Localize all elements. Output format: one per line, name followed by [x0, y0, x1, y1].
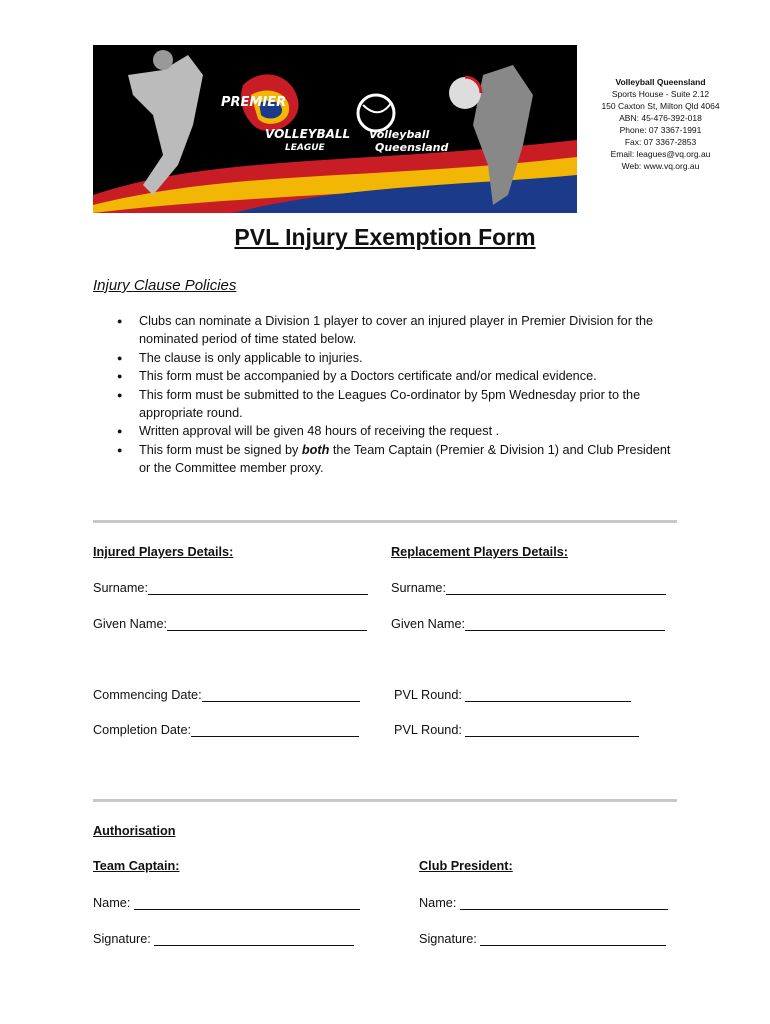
- injured-surname-field[interactable]: Surname:: [93, 580, 368, 595]
- website: Web: www.vq.org.au: [621, 161, 700, 171]
- policies-heading: Injury Clause Policies: [93, 277, 237, 294]
- list-item: ● This form must be signed by both the Team Captain (Premier & Division 1) and Club President or the Committee member proxy.: [139, 441, 683, 478]
- divider: [93, 520, 677, 523]
- captain-signature-field[interactable]: Signature:: [93, 931, 354, 946]
- injured-heading: Injured Players Details:: [93, 545, 234, 559]
- replacement-surname-field[interactable]: Surname:: [391, 580, 666, 595]
- list-item: ● This form must be accompanied by a Doctors certificate and/or medical evidence.: [139, 367, 683, 385]
- premier-logo-line3: LEAGUE: [285, 143, 325, 153]
- list-item: ● The clause is only applicable to injuries.: [139, 349, 683, 367]
- list-item: ● This form must be submitted to the Leagues Co-ordinator by 5pm Wednesday prior to the appropriate round.: [139, 386, 683, 423]
- fax: Fax: 07 3367-2853: [624, 137, 697, 147]
- replacement-given-name-field[interactable]: Given Name:: [391, 616, 665, 631]
- email: Email: leagues@vq.org.au: [610, 149, 711, 159]
- policies-list: [93, 312, 683, 478]
- org-name: Volleyball Queensland: [615, 77, 706, 87]
- vq-logo-line2: Queensland: [375, 141, 449, 154]
- president-name-field[interactable]: Name:: [419, 895, 668, 910]
- team-captain-heading: Team Captain:: [93, 859, 180, 873]
- form-title: PVL Injury Exemption Form: [234, 224, 536, 250]
- completion-round-field[interactable]: PVL Round:: [394, 722, 639, 737]
- president-signature-field[interactable]: Signature:: [419, 931, 666, 946]
- address-line2: 150 Caxton St, Milton Qld 4064: [601, 101, 720, 111]
- header-banner: [93, 45, 577, 213]
- premier-logo-line1: PREMIER: [221, 95, 287, 110]
- injured-given-name-field[interactable]: Given Name:: [93, 616, 367, 631]
- address-line1: Sports House - Suite 2.12: [611, 89, 710, 99]
- list-item: ● Written approval will be given 48 hours of receiving the request .: [139, 422, 683, 440]
- phone: Phone: 07 3367-1991: [619, 125, 702, 135]
- authorisation-heading: Authorisation: [93, 824, 176, 838]
- abn: ABN: 45-476-392-018: [619, 113, 702, 123]
- replacement-heading: Replacement Players Details:: [391, 545, 569, 559]
- divider: [93, 799, 677, 802]
- captain-name-field[interactable]: Name:: [93, 895, 360, 910]
- commencing-round-field[interactable]: PVL Round:: [394, 687, 631, 702]
- commencing-date-field[interactable]: Commencing Date:: [93, 687, 360, 702]
- premier-logo-line2: VOLLEYBALL: [265, 127, 351, 141]
- list-item: ● Clubs can nominate a Division 1 player to cover an injured player in Premier Division for the nominated period of time stated below.: [139, 312, 683, 349]
- contact-details: [583, 76, 738, 172]
- club-president-heading: Club President:: [419, 859, 513, 873]
- vq-logo-line1: Volleyball: [369, 128, 430, 141]
- emphasis-both: both: [301, 442, 330, 457]
- completion-date-field[interactable]: Completion Date:: [93, 722, 359, 737]
